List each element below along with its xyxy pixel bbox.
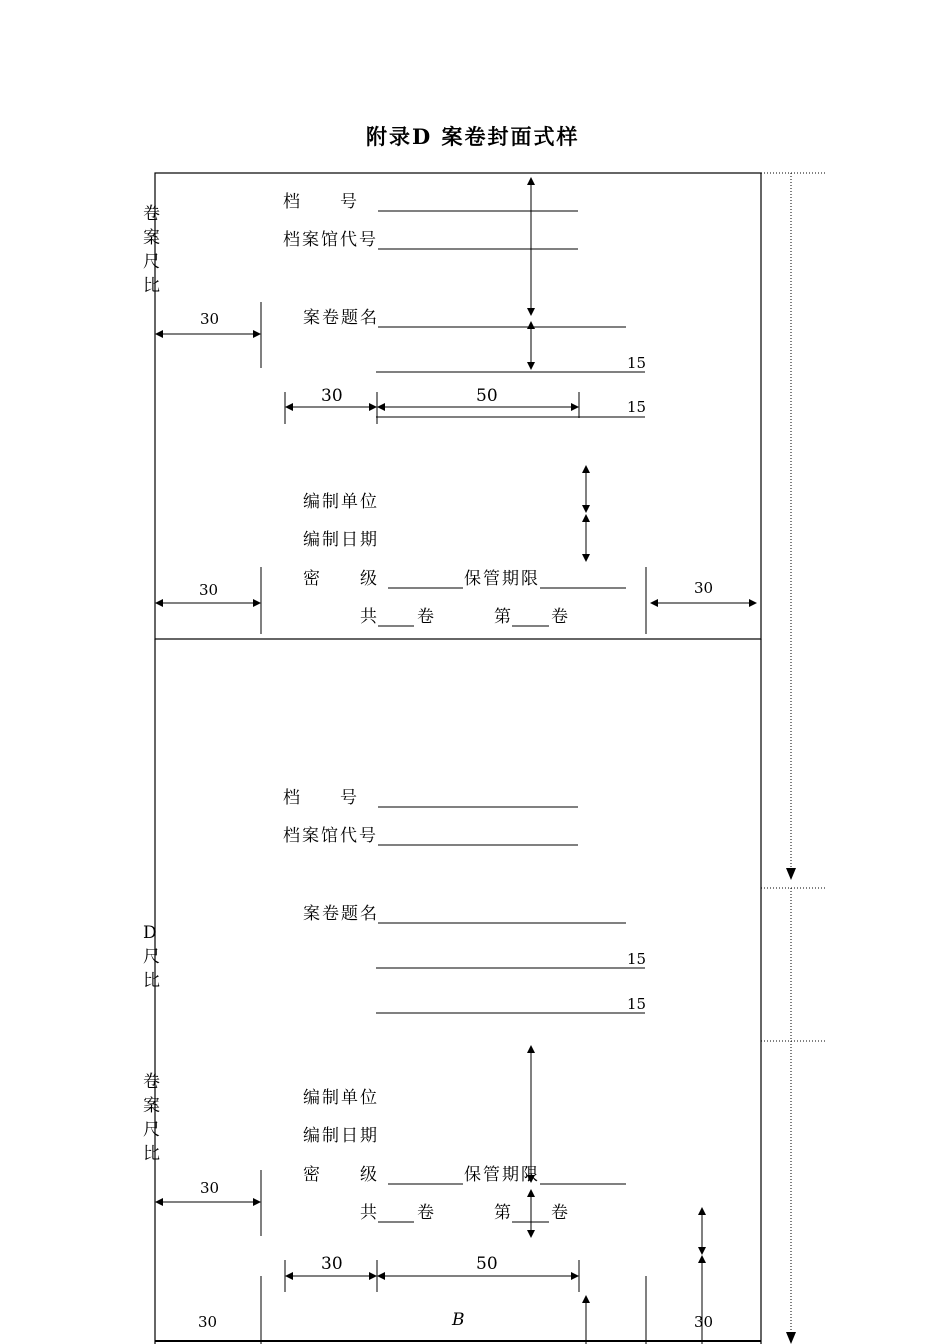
bottom-dim-50: 50 xyxy=(476,1254,498,1274)
top-secret-label: 密 级 xyxy=(303,569,379,589)
top-dim-50: 50 xyxy=(476,386,498,406)
bottom-dim-30-bl: 30 xyxy=(198,1313,218,1331)
bottom-archive-code-label: 档案馆代号 xyxy=(283,826,378,846)
bottom-case-title-label: 案卷题名 xyxy=(303,904,379,924)
top-case-title-label: 案卷题名 xyxy=(303,308,379,328)
top-dim-30-left: 30 xyxy=(200,310,220,328)
margin-note-top: 卷 案 尺 比 xyxy=(143,204,160,296)
top-total-prefix: 共 xyxy=(360,607,379,627)
top-volume-suffix-b: 卷 xyxy=(551,607,570,627)
bottom-dim-30-left: 30 xyxy=(200,1179,220,1197)
bottom-volume-suffix-b: 卷 xyxy=(551,1203,570,1223)
bottom-width-label: B xyxy=(452,1310,467,1330)
top-date-label: 编制日期 xyxy=(303,530,379,550)
top-dim-30-mid: 30 xyxy=(321,386,343,406)
bottom-dim-15-b: 15 xyxy=(627,995,647,1013)
bottom-dim-30-br: 30 xyxy=(694,1313,714,1331)
top-compiler-label: 编制单位 xyxy=(303,492,379,512)
top-dim-30-bottom-right: 30 xyxy=(694,579,714,597)
top-volume-suffix-a: 卷 xyxy=(417,607,436,627)
top-file-no-label: 档 号 xyxy=(283,192,359,212)
bottom-total-prefix: 共 xyxy=(360,1203,379,1223)
margin-note-bottom: 卷 案 尺 比 xyxy=(143,1072,160,1164)
page-title: 附录D 案卷封面式样 xyxy=(366,124,580,149)
bottom-index-prefix: 第 xyxy=(494,1203,513,1223)
bottom-file-no-label: 档 号 xyxy=(283,788,359,808)
bottom-secret-label: 密 级 xyxy=(303,1165,379,1185)
bottom-volume-suffix-a: 卷 xyxy=(417,1203,436,1223)
bottom-date-label: 编制日期 xyxy=(303,1126,379,1146)
top-dim-30-bottom-left: 30 xyxy=(199,581,219,599)
bottom-retention-label: 保管期限 xyxy=(464,1165,540,1185)
top-retention-label: 保管期限 xyxy=(464,569,540,589)
top-cover-frame xyxy=(155,173,761,639)
margin-note-middle: D 尺 比 xyxy=(143,923,160,991)
top-index-prefix: 第 xyxy=(494,607,513,627)
top-dim-15-b: 15 xyxy=(627,398,647,416)
top-archive-code-label: 档案馆代号 xyxy=(283,230,378,250)
top-dim-15-a: 15 xyxy=(627,354,647,372)
bottom-dim-15-a: 15 xyxy=(627,950,647,968)
bottom-dim-30-mid: 30 xyxy=(321,1254,343,1274)
bottom-compiler-label: 编制单位 xyxy=(303,1088,379,1108)
